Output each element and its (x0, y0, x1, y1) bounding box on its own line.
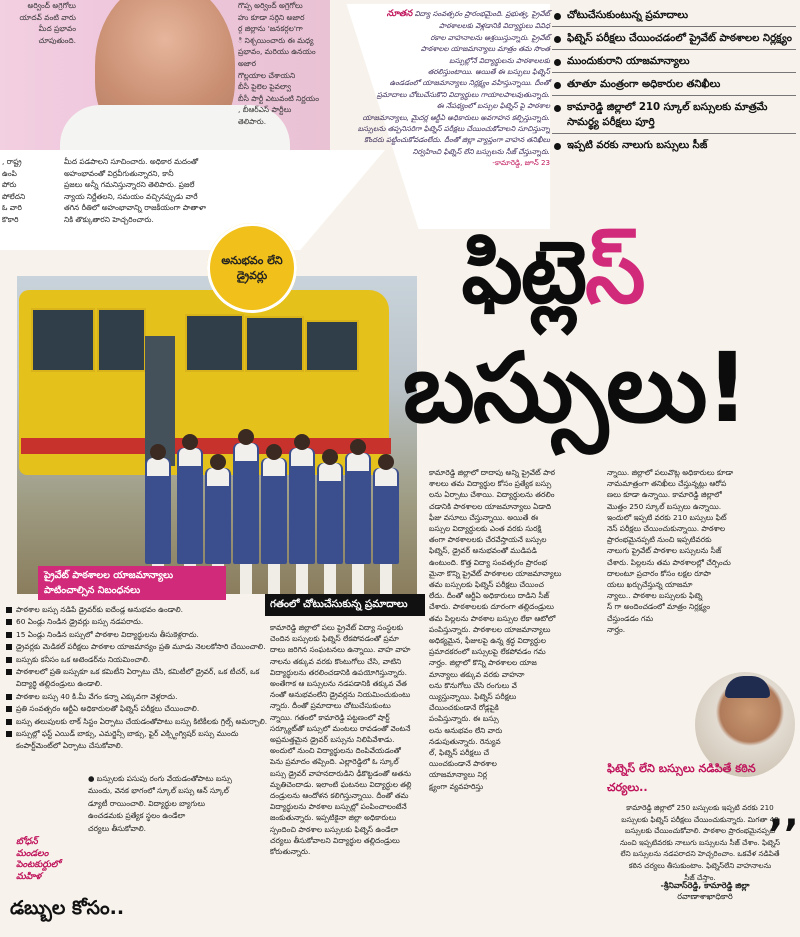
rules-extra (88, 773, 268, 835)
narrow-text-column (2, 156, 36, 226)
intro-line: నిర్వహించి ఫిట్నెస్ లేని బస్సులను సీజ్ చేస్తున్నారు. (412, 146, 550, 156)
bullet-icon (6, 607, 12, 613)
text-line: గొల్లయాల చేశాయని (238, 70, 296, 80)
text-line: మీద ప్రభావం (38, 24, 76, 34)
text-line: అహంభావంతో విర్రవీగుతున్నారని, కానీ (64, 168, 174, 178)
intro-text (346, 8, 550, 169)
highlight-item: ఇప్పటి వరకు నాలుగు బస్సులు సీజ్ (552, 134, 796, 156)
rule-item: పాఠశాలలో ప్రతి బస్సుకూ ఒక కమిటీని ఏర్పాటు చేసి, కమిటీలో డ్రైవర్, ఒక టీచర్, ఒక విద్యార్థి తల్లిదండ్రులు ఉండాలి. (6, 666, 268, 691)
text-line: ప్రజలు అన్నీ గమనిస్తున్నారని తెలిపారు. ప్రజలే (64, 180, 195, 190)
text-line: డ్యూటీ రాయించాలి. విద్యార్థుల బ్యాగులు (88, 798, 206, 808)
rule-item: పాఠశాల బస్సు 40 కి.మీ వేగం కన్నా ఎక్కువగా వెళ్లరాదు. (6, 691, 268, 703)
quote-signature: -శ్రీనివాస్‌రెడ్డి, కామారెడ్డి జిల్లా రవాణాశాఖాధికారి (660, 881, 750, 901)
text-line: ముందు, వెనక భాగంలో స్కూల్ బస్సు ఆన్ స్కూల్ (88, 786, 229, 796)
main-story-column-2: న్నాయి. జిల్లాలో పలువొట్ల అధికారులు కూడా నామమాత్రంగా తనిఖీలు చేస్తున్నట్లు ఆరోప ణలు కూడా ఉన్నాయి. కామారెడ్డి జిల్లాలో మొత్తం 250 స్కూల్ బస్సులు ఉన్నాయి. ఇందులో ఇప్పటి వరకు 210 బస్సులు ఫిట్ నెస్ పరీక్షలు చేయించుకున్నాయి. పాఠశాల ప్రారంభమైనప్పటి నుంచి ఇప్పటివరకు నాలుగు ప్రైవేట్ పాఠశాల బస్సులను సీజ్ చేశారు. పిల్లలను తమ పాఠశాలల్లో చేర్పించు దాలంటూ ప్రచారం కోసం లక్షల రూపా యలు ఖర్చుచేస్తున్న యాజమా న్యాలు.. పాఠశాల బస్సులకు ఫిట్నె స్ గా అందించడంలో మాత్రం నిర్లక్ష్యం చేస్తుండడం గమ నార్హం. (607, 468, 734, 634)
text-line: , బీఆర్ఎస్ పార్టీలు (238, 105, 292, 115)
bullet-icon (6, 669, 12, 675)
text-line: పోలేదని (2, 191, 26, 201)
highlight-item: తూతూ మంత్రంగా అధికారుల తనిఖీలు (552, 73, 796, 96)
text-line: న్యాయ నిర్ణేతలని, సమయం వచ్చినప్పుడు వారే (64, 191, 198, 201)
text-line: హు కూడా సర్గిని అజార (238, 12, 305, 22)
highlights-list (552, 4, 796, 156)
intro-line: తరలిస్తుంటాయి. అయితే ఈ బస్సులు ఫిట్నెస్ (427, 67, 550, 77)
intro-line: ఉండడంలో యాజమాన్యాలు నిర్లక్ష్యం వహిస్తున్నాయి. దీంతో (389, 78, 550, 88)
text-line: నికి తొక్కుతారని హెచ్చరించారు. (64, 214, 154, 224)
rule-item: 60 ఏండ్లు నిండిన డ్రైవర్లు బస్సు నడపరాదు. (6, 616, 268, 628)
text-line: అర్వింద్ అగ్రెగోలు (27, 1, 76, 10)
student-figure (233, 429, 259, 594)
text-line: మీద పడపాలని సూచించారు. అధికార మదంతో (64, 157, 199, 166)
text-line: ర్గ జిల్లాను 'జనకర్గల'గా (238, 24, 303, 34)
text-line: ఉంచడమకు ప్రత్యేక స్థలం ఉండేలా (88, 811, 186, 821)
text-line: పోరు (2, 180, 17, 190)
side-story-teaser: బోధన్ మండలం పెంటకుర్దులో మహిళ (16, 836, 61, 882)
bullet-icon (6, 706, 12, 712)
main-story-column-1: కామారెడ్డి జిల్లాలో దాదాపు అన్ని ప్రైవేట్ పాఠ శాలలు తమ విద్యార్థుల కోసం ప్రత్యేక బస్సు లను ఏర్పాటు చేశాయి. విద్యార్థులను తరలిం చడానికి పాఠశాలల యాజమాన్యాలు ఏడాది ఫీజు వసూలు చేస్తున్నాయి. అయితే ఈ బస్సుల విద్యార్థులకు ఎంత వరకు సురక్షి తంగా పాఠశాలలకు చేరవేస్తాయనే బస్సుల ఫిట్నెస్, డ్రైవర్ అనుభవంతో ముడిపడి ఉంటుంది. కొత్త విద్యా సంవత్సరం ప్రారంభ మైనా కొన్ని ప్రైవేట్ పాఠశాలల యాజమాన్యాలు తమ బస్సులకు ఫిట్నెస్ పరీక్షలు చేయించ లేదు. దీంతో ఆర్టీఏ అధికారులు దాడిని సీజ్ చేశారు. పాఠశాలలకు దూరంగా తల్లిదండ్రులు తమ పిల్లలను పాఠశాల బస్సుల లేకా ఆటోలో పంపిస్తున్నారు. పాఠశాలల యాజమాన్యాలు అధిక్యమైన, ఫీజులపై ఉన్న శ్రద్ధ విద్యార్థుల ప్రమాదకరంలో బస్సులపై లేకపోవడం గమ నార్హం. జిల్లాలో కొన్ని పాఠశాలల యాజ మాన్యాలు తక్కువ వరకు వాహనా లను కొనుగోలు చేసి రంగులు వే య్యిస్తున్నాయి. ఫిట్నెస్ పరీక్షలు చేయించకుండానే రోడ్లపైకి పంపిస్తున్నారు. ఈ బస్సు లను అనుభవం లేని వారు నడుపుతున్నారు. రెన్యువ ల్, ఫిట్నెస్ పరీక్షలు చే యించకుండానే పాఠశాల యాజమాన్యాలు నిర్ల క్ష్యంగా వ్యవహరిస్తు (429, 468, 562, 791)
text-line: బీసీ పైలెల పైవల్వా (238, 82, 291, 92)
bullet-icon (6, 619, 12, 625)
bullet-icon (6, 632, 12, 638)
rule-item: బస్సు తలుపులకు లాక్ సిస్టం ఏర్పాటు చేయడంతోపాటు బస్సు కిటికీలకు గ్రిల్స్ అమర్చాలి. (6, 716, 268, 728)
intro-line: రకాల వాహనాలను ఆశ్రయిస్తున్నారు. ప్రైవేట్ (430, 32, 550, 42)
bullet-icon (554, 82, 561, 89)
rule-item: 15 ఏండ్లు నిండిన బస్సులో పాఠశాల విద్యార్థులను తీసుకెళ్లరాదు. (6, 629, 268, 641)
text-line: తగిన రీతిలో అహంభావాన్ని రాజకీయంగా పాతాళా (64, 203, 206, 213)
intro-line: ప్రమాదాలు చోటుచేసుకొని విద్యార్థులు గాయాలపాలవుతున్నారు. (376, 89, 550, 99)
rule-item: ప్రతి సంవత్సరం ఆర్టీఏ అధికారులతో ఫిట్నెస్ పరీక్షలు చేయించాలి. (6, 703, 268, 715)
photo-caption: ప్రైవేట్ పాఠశాలల యాజమాన్యాలు పాటించాల్సిన నిబంధనలు (38, 566, 226, 600)
bullet-icon (6, 644, 12, 650)
top-left-text-column (0, 0, 76, 46)
text-line: గొప్ప అర్వింద్ అగ్రెగోలు (238, 1, 303, 10)
story-text-column (64, 156, 294, 226)
bullet-icon (6, 719, 12, 725)
text-line: బీసీ పార్టీ ఎటువంటి నిర్ణయం (238, 93, 319, 103)
text-line: ఉంపి (2, 168, 17, 178)
intro-lead-word: నూతన (386, 9, 413, 19)
bullet-icon (6, 694, 12, 700)
past-accidents-heading: గతంలో చోటుచేసుకున్న ప్రమాదాలు (265, 594, 425, 616)
bullet-icon (554, 143, 561, 150)
bus-window (185, 314, 244, 372)
text-line: ప్రభావం, మరియు ఉనయం అజార (238, 47, 316, 68)
next-story-headline: డబ్బుల కోసం.. (10, 897, 125, 919)
student-figure (317, 449, 343, 594)
intro-line: యాజమాన్యాలు, మైదర్ల ఆర్టీఏ అధికారులు అవగాహన కల్పిస్తున్నారు. (362, 112, 550, 122)
bus-window (97, 308, 146, 372)
bullet-icon (6, 731, 12, 737)
rule-item: డ్రైవర్లకు మెడికల్ పరీక్షలు పాఠశాల యాజమాన్యం ప్రతి మూడు నెలలకోసారి చేయించాలి. (6, 641, 268, 653)
text-line: చూపుతుంది. (38, 35, 76, 45)
bus-window (245, 316, 304, 372)
rule-item: బస్సుల్లో ఫస్ట్ ఎయిడ్ బాక్సు, ఎమర్జెన్సీ బాక్సు, ఫైర్ ఎక్స్టింగ్విషర్ బస్సు ముందు కంపార్ట్‌మెంట్‌లో ఏర్పాటు చేసుకోవాలి. (6, 728, 268, 753)
intro-line: నూతన విద్యా సంవత్సరం ప్రారంభమైంది. ప్రభుత్వ, ప్రైవేట్ (386, 9, 550, 19)
photo-side-text (238, 0, 330, 128)
rule-item: పాఠశాల బస్సు నడిపే డ్రైవర్‌కు ఐదేండ్ల అనుభవం ఉండాలి. (6, 604, 268, 616)
student-figure (261, 444, 287, 594)
police-cap-icon (725, 676, 770, 698)
past-accidents-text: కామారెడ్డి జిల్లాలో పలు ప్రైవేట్ విద్యా సంస్థలకు చెందిన బస్సులకు ఫిట్నెస్ లేకపోవడంతో ప్రమా దాలు జరిగిన సంఘటనలు ఉన్నాయి. వాహ వాహ నాలను తక్కువ వరకు కొంటుగోలు చేసి, వాటిని విద్యార్థులను తరలించడానికి ఉపయోగిస్తున్నారు. అంతేగాక ఆ బస్సులను నడపడానికి తక్కువ వేత నంతో అనుభవంలేని డ్రైవర్లను నియమించుకుంటు న్నారు. దీంతో ప్రమాదాలు చోటుచేసుకుంటు న్నాయి. గతంలో కామారెడ్డి పట్టణంలో షార్ట్ సర్క్యూట్‌తో బస్సులో మంటలు రావడంతో వెంటనే అప్రమత్తమైన డ్రైవర్ బస్సును నిలిపివేశాడు. అందులో నుంచి విద్యార్థులను దింపివేయడంతో పెను ప్రమాదం తప్పింది. ఎల్లారెడ్డిలో ఓ స్కూల్ బస్సు డ్రైవర్ వాహనదారుడిని ఢీకొట్టడంతో అతను మృతిచెందాడు. ఇలాంటి ఘటనలు విద్యార్థుల తల్లి దండ్రులను ఆందోళన కలిగిస్తున్నాయి. దీంతో తమ విద్యార్థులను పాఠశాల బస్సుల్లో పంపించాలంటేనే జంకుతున్నారు. ఇప్పటికైనా జిల్లా అధికారులు స్పందించి పాఠశాల బస్సులకు ఫిట్నెస్ ఉండేలా చర్యలు తీసుకోవాలని విద్యార్థుల తల్లిదండ్రులు కోరుతున్నారు. (270, 623, 412, 857)
dateline: -కామారెడ్డి, జూన్ 23 (492, 158, 550, 168)
headline-line-1 (310, 218, 795, 328)
bullet-icon (554, 13, 561, 20)
intro-line: కొందరు పట్టించుకోవడంలేదు. దీంతో జిల్లా వ్యాప్తంగా వాహన తనిఖీలు (364, 135, 550, 145)
intro-line: బస్సులను తప్పనిసరిగా ఫిట్నెస్ పరీక్షలు చేయించుకోవాలని సూచిస్తున్నా (357, 124, 550, 134)
bullet-icon (6, 657, 12, 663)
text-line: , రాష్ట్ర (2, 157, 22, 166)
highlight-item: కామారెడ్డి జిల్లాలో 210 స్కూల్ బస్సులకు మాత్రమే సామర్థ్య పరీక్షలు పూర్తి (552, 96, 796, 134)
student-figure (345, 439, 371, 594)
text-line: ● బస్సులకు పసుపు రంగు వేయడంతోపాటు బస్సు (88, 774, 232, 783)
inexperienced-drivers-badge: అనుభవం లేని డ్రైవర్లు (207, 223, 297, 313)
text-line: తెలిపారు. (238, 116, 267, 126)
text-line: ి నిశ్చయించారు ఈ మధ్య (238, 35, 314, 45)
quote-text: కామారెడ్డి జిల్లాలో 250 బస్సులకు ఇప్పటి వరకు 210 బస్సులకు ఫిట్నెస్ పరీక్షలు చేయించుకున్నారు. మిగతా 40 బస్సులకు చేయించుకోవాలి. పాఠశాల ప్రారంభమైనప్పటి నుంచి ఇప్పటివరకు నాలుగు బస్సులను సీజ్ చేశాం. ఫిట్నెస్ లేని బస్సులను నడపరాదని హెచ్చరించాం. ఒకవేళ నడిపితే కఠిన చర్యలు తీసుకుంటాం. ఫిట్నెస్‌లేని వాహనాలను సీజ్ చేస్తాం. (619, 803, 781, 882)
highlight-item: ఫిట్నెస్ పరీక్షలు చేయించడంలో ప్రైవేట్ పాఠశాలల నిర్లక్ష్యం (552, 27, 796, 50)
text-line: ఓ వారి (2, 203, 22, 213)
headline-line-2: బస్సులు! (402, 332, 748, 444)
intro-line: పాఠశాలల యాజమాన్యాలు మాత్రం తమ సొంత (420, 44, 550, 54)
text-line: కొకారి (2, 214, 19, 224)
bullet-icon (554, 36, 561, 43)
quote-mark-icon: ‚‚ (768, 790, 799, 836)
bullet-icon (554, 105, 561, 112)
headline-word-fit: ఫిట్ (461, 223, 586, 323)
quote-heading: ఫిట్నెస్ లేని బస్సులు నడిపితే కఠిన చర్యలు.. (607, 762, 756, 794)
intro-line: ఈ నేపథ్యంలో బస్సుల ఫిట్నెస్ పై పాఠశాల (436, 101, 550, 111)
student-figure (373, 454, 399, 594)
bus-window (31, 308, 95, 372)
rules-list (6, 604, 268, 753)
intro-line: బస్సుల్లోనే విద్యార్థులను పాఠశాలలకు (449, 55, 550, 65)
text-line: యాదవ్ వంటి వారు (19, 12, 76, 22)
highlight-item: ముందుకురాని యాజమాన్యాలు (552, 50, 796, 73)
rule-item: బస్సుకు కనీసం ఒక అటెండర్‌ను నియమించాలి. (6, 654, 268, 666)
text-line: చర్యలు తీసుకోవాలి. (88, 823, 146, 833)
highlight-item: చోటుచేసుకుంటున్న ప్రమాదాలు (552, 4, 796, 27)
bullet-icon (554, 59, 561, 66)
headline-word-less: లెస్ (585, 223, 644, 323)
intro-line: పాఠశాలలకు వెళ్లడానికి విద్యార్థులు వివిధ (439, 21, 550, 31)
student-figure (289, 434, 315, 594)
